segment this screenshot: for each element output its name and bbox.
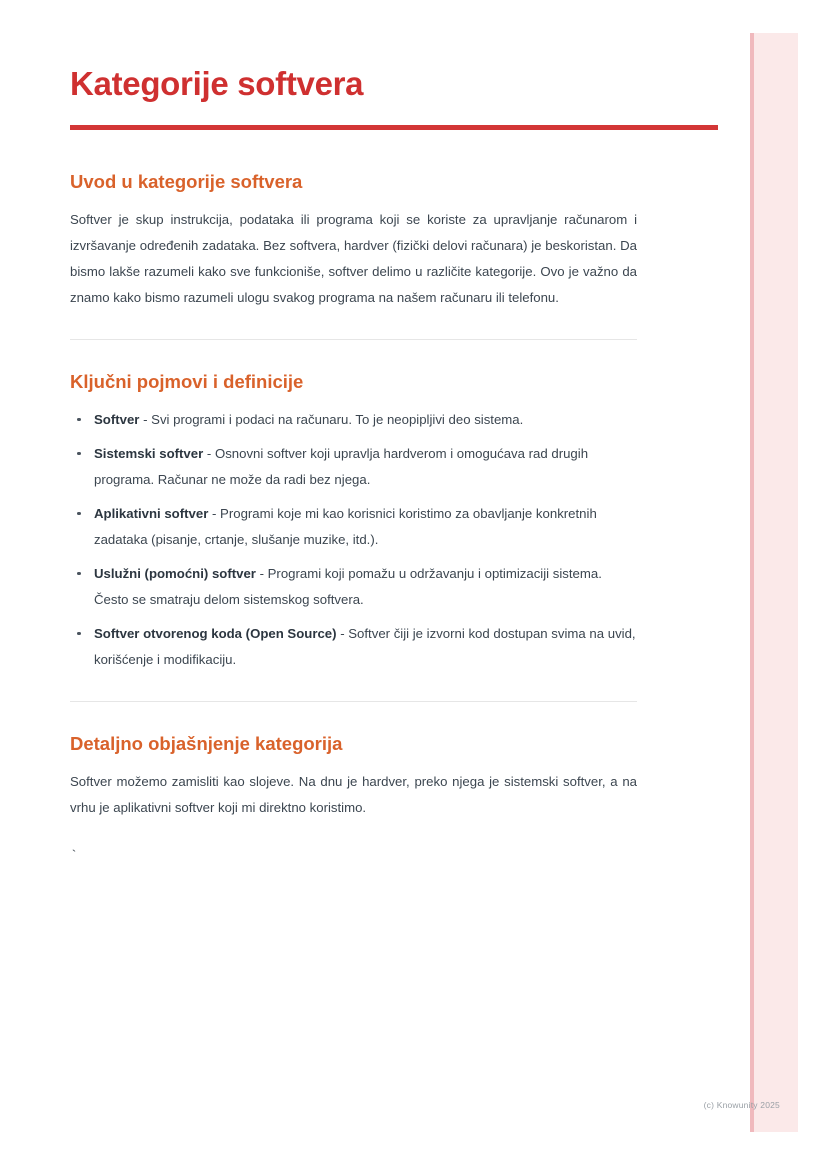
term-name: Softver otvorenog koda (Open Source): [94, 625, 337, 641]
terms-list: [70, 407, 637, 673]
term-name: Softver: [94, 411, 140, 427]
stray-backtick-mark: `: [70, 847, 78, 863]
footer-copyright: (c) Knowunity 2025: [703, 1100, 780, 1110]
term-name: Uslužni (pomoćni) softver: [94, 565, 256, 581]
section-heading-kljucni-pojmovi: Ključni pojmovi i definicije: [70, 370, 304, 392]
list-item: [70, 621, 637, 673]
section-paragraph-detaljno-objasnjenje: Softver možemo zamisliti kao slojeve. Na dnu je hardver, preko njega je sistemski softver, a na vrhu je aplikativni softver koji mi direktno koristimo.: [70, 773, 637, 815]
decorative-side-panel-edge: [750, 33, 754, 1132]
term-name: Sistemski softver: [94, 445, 204, 461]
document-content: [70, 64, 637, 869]
list-item: [70, 501, 637, 553]
section-heading-uvod: Uvod u kategorije softvera: [70, 170, 303, 192]
list-item: [70, 441, 637, 493]
section-heading-detaljno-objasnjenje: Detaljno objašnjenje kategorija: [70, 732, 343, 754]
section-detaljno-objasnjenje: [70, 732, 637, 869]
term-definition: - Programi koji pomažu u održavanju i optimizaciji sistema. Često se smatraju delom sistemskog softvera.: [94, 565, 602, 607]
page-title: Kategorije softvera: [70, 65, 364, 102]
list-item: [70, 561, 637, 613]
term-definition: - Svi programi i podaci na računaru. To je neopipljivi deo sistema.: [139, 411, 524, 427]
list-item: [70, 407, 637, 433]
term-definition: - Programi koje mi kao korisnici koristimo za obavljanje konkretnih zadataka (pisanje, crtanje, slušanje muzike, itd.).: [94, 505, 597, 547]
section-uvod: [70, 170, 637, 311]
term-definition: - Osnovni softver koji upravlja hardverom i omogućava rad drugih programa. Računar ne može da radi bez njega.: [94, 445, 589, 487]
term-definition: - Softver čiji je izvorni kod dostupan svima na uvid, korišćenje i modifikaciju.: [94, 625, 636, 667]
term-name: Aplikativni softver: [94, 505, 209, 521]
decorative-side-panel: [750, 33, 798, 1132]
section-paragraph-uvod: Softver je skup instrukcija, podataka ili programa koji se koriste za upravljanje računarom i izvršavanje određenih zadataka. Bez softvera, hardver (fizički delovi računara) je beskoristan. Da bismo lakše razumeli kako sve funkcioniše, softver delimo u različite kategorije. Ovo je važno da znamo kako bismo razumeli ulogu svakog programa na našem računaru ili telefonu.: [70, 211, 637, 305]
section-kljucni-pojmovi: [70, 370, 637, 673]
